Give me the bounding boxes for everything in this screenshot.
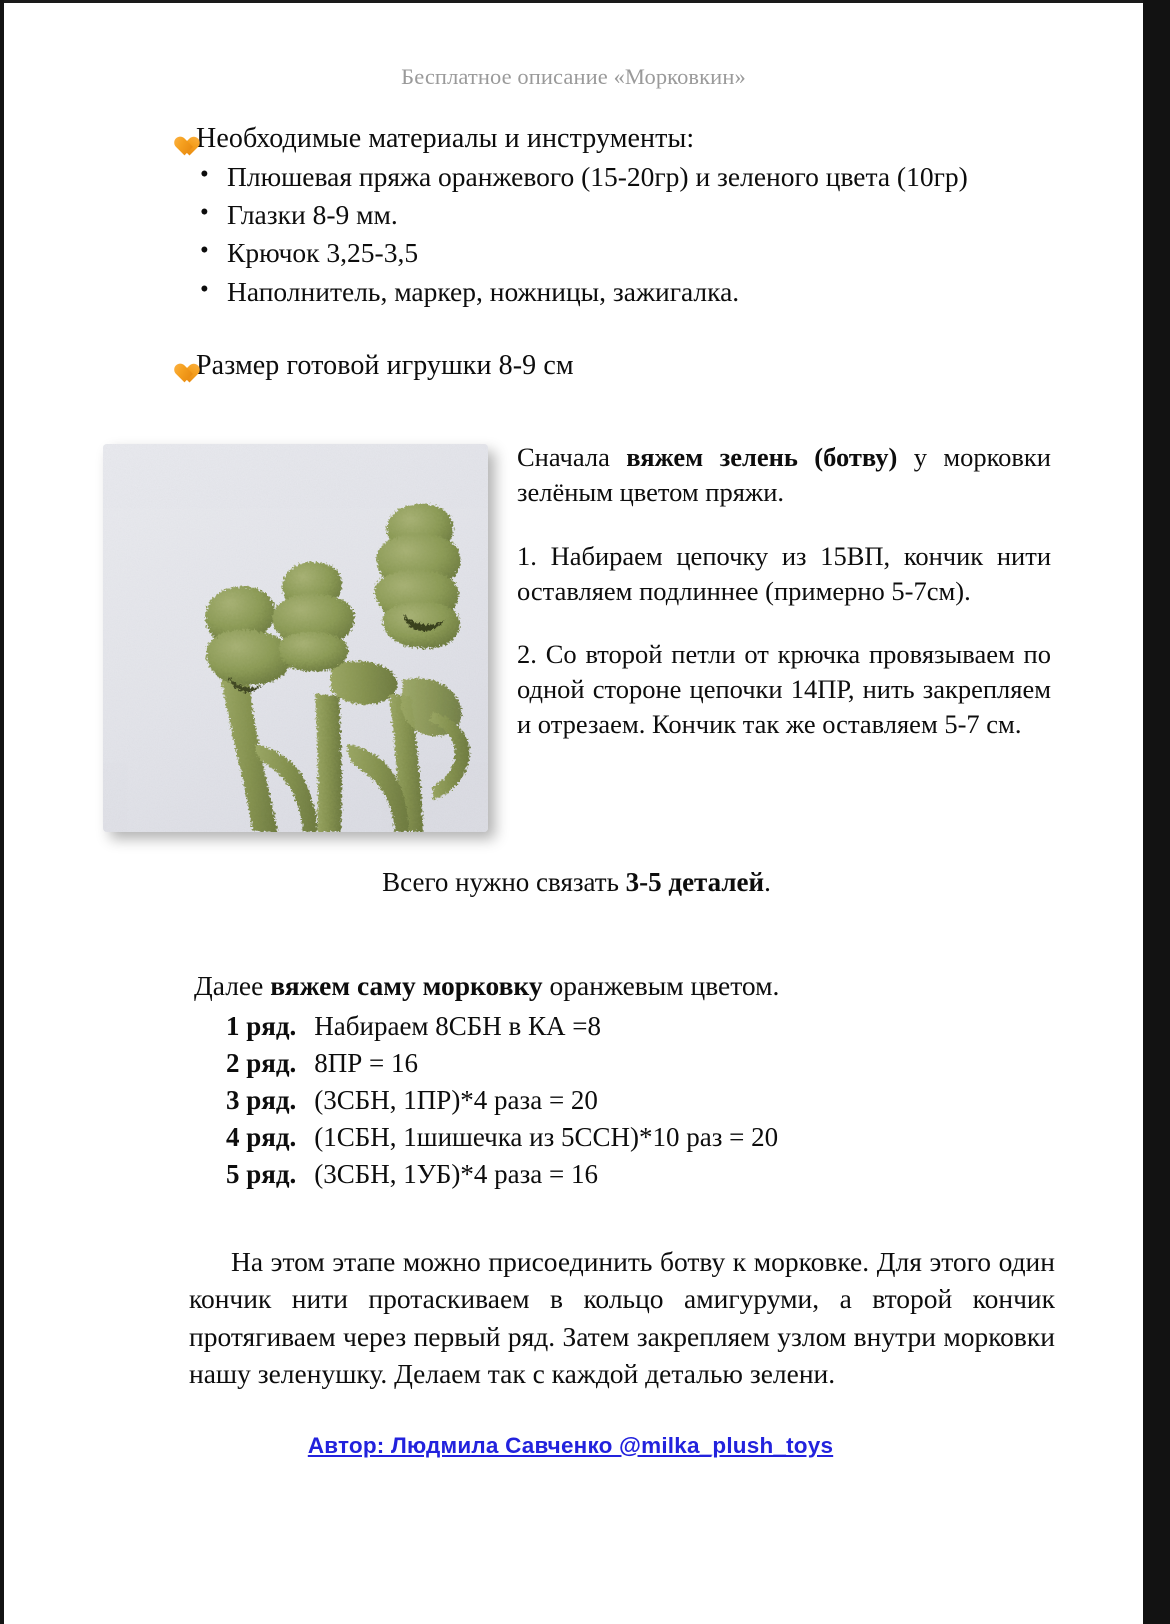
figure-intro-prefix: Сначала: [517, 442, 627, 473]
list-item: [194, 197, 1074, 233]
carrot-intro-prefix: Далее: [194, 970, 271, 1002]
row-label: 2 ряд.: [226, 1048, 297, 1079]
row-label: 4 ряд.: [226, 1122, 297, 1153]
figure-intro-suffix: у морковки зелёным цветом пряжи.: [517, 442, 1051, 508]
material-item-label: Крючок 3,25-3,5: [227, 237, 419, 269]
material-item-label: Глазки 8-9 мм.: [227, 198, 398, 230]
material-item-label: • Плюшевая пряжа оранжевого (15-20гр) и зеленого цвета (10гр): [227, 160, 968, 192]
carrot-intro-bold: вяжем саму морковку: [270, 970, 543, 1002]
carrot-intro-line: [194, 970, 1143, 1002]
list-item: [194, 274, 1074, 310]
list-item: [194, 159, 1074, 195]
list-item: [194, 235, 1074, 271]
table-row: [226, 1045, 778, 1082]
document-page: [4, 3, 1143, 1624]
orange-heart-icon: [169, 129, 192, 150]
author-link[interactable]: Автор: Людмила Савченко @milka_plush_toys: [307, 1432, 834, 1458]
carrot-top-photo: [103, 444, 488, 832]
figure-intro-paragraph: [517, 440, 1051, 510]
row-instruction: 8ПР = 16: [314, 1048, 419, 1079]
carrot-rows-table: [226, 1008, 778, 1193]
table-row: [226, 1082, 778, 1119]
figure-step-2: 2. Со второй петли от крючка провязываем по одной стороне цепочки 14ПР, нить закрепляем и отрезаем. Кончик так же оставляем 5-7 см.: [517, 639, 1051, 740]
table-row: [226, 1119, 778, 1156]
row-instruction: (3СБН, 1ПР)*4 раза = 20: [314, 1085, 598, 1116]
figure-intro-bold: вяжем зелень (ботву): [626, 442, 898, 473]
material-item-label: Наполнитель, маркер, ножницы, зажигалка.: [227, 275, 740, 307]
row-instruction: Набираем 8СБН в КА =8: [314, 1011, 602, 1042]
row-label: 3 ряд.: [226, 1085, 297, 1116]
total-prefix: Всего нужно связать: [382, 867, 626, 898]
orange-heart-icon: [169, 356, 192, 377]
materials-list: [194, 159, 1074, 310]
closing-text: На этом этапе можно присоединить ботву к морковке. Для этого один кончик нити протаскиваем в кольцо амигуруми, а второй кончик протягиваем через первый ряд. Затем закрепляем узлом внутри морковки нашу зеленушку. Делаем так с каждой деталью зелени.: [189, 1245, 1055, 1390]
document-header-title: Бесплатное описание «Морковкин»: [401, 64, 746, 89]
figure-step-1: 1. Набираем цепочку из 15ВП, кончик нити оставляем подлиннее (примерно 5-7см).: [517, 540, 1051, 606]
finished-size-label: Размер готовой игрушки 8-9 см: [196, 349, 574, 381]
row-label: 1 ряд.: [226, 1011, 297, 1042]
total-parts-line: [4, 867, 1143, 898]
total-suffix: .: [764, 867, 771, 898]
document-body: [4, 3, 1143, 1459]
table-row: [226, 1008, 778, 1045]
closing-paragraph: [189, 1243, 1055, 1393]
row-instruction: (3СБН, 1УБ)*4 раза = 16: [314, 1159, 599, 1189]
figure-text-column: [517, 440, 1051, 743]
row-instruction: (1СБН, 1шишечка из 5ССН)*10 раз = 20: [314, 1122, 779, 1153]
table-row: [226, 1156, 778, 1193]
row-label: 5 ряд.: [226, 1159, 297, 1189]
size-heading-row: [169, 350, 1143, 382]
materials-heading-label: Необходимые материалы и инструменты:: [196, 122, 695, 154]
materials-heading-row: [169, 123, 1143, 155]
carrot-intro-suffix: оранжевым цветом.: [542, 970, 780, 1002]
author-credit: [4, 1433, 1143, 1459]
figure-block: [4, 434, 1143, 849]
page-edge-right: [1143, 0, 1170, 1624]
total-count: 3-5 деталей: [625, 867, 765, 898]
